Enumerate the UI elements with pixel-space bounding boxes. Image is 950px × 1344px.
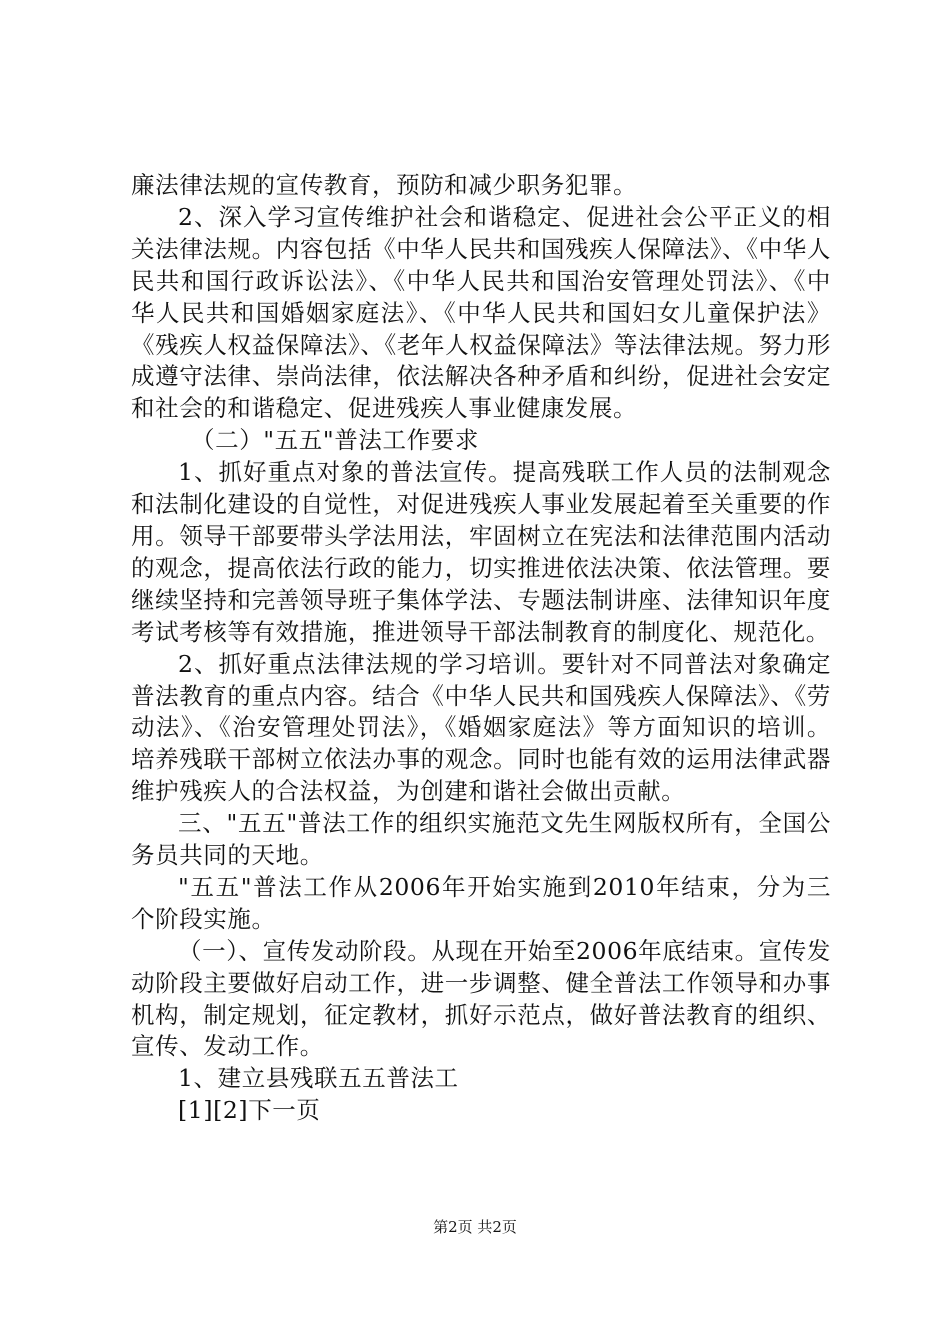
paragraph-4: 2、抓好重点法律法规的学习培训。要针对不同普法对象确定普法教育的重点内容。结合《中华人民共和国残疾人保障法》、《劳动法》、《治安管理处罚法》，《婚姻家庭法》等方面知识的培训。培养残联干部树立依法办事的观念。同时也能有效的运用法律武器维护残疾人的合法权益，为创建和谐社会做出贡献。 <box>131 649 831 806</box>
page-footer: 第2页 共2页 <box>433 1218 517 1236</box>
paragraph-2: 2、深入学习宣传维护社会和谐稳定、促进社会公平正义的相关法律法规。内容包括《中华人民共和国残疾人保障法》、《中华人民共和国行政诉讼法》、《中华人民共和国治安管理处罚法》、《中华人民共和国婚姻家庭法》、《中华人民共和国妇女儿童保护法》《残疾人权益保障法》、《老年人权益保障法》等法律法规。努力形成遵守法律、崇尚法律，依法解决各种矛盾和纠纷，促进社会安定和社会的和谐稳定、促进残疾人事业健康发展。 <box>131 202 831 423</box>
section-heading-requirements: （二）"五五"普法工作要求 <box>191 426 479 455</box>
section-heading-implementation: 三、"五五"普法工作的组织实施范文先生网版权所有，全国公务员共同的天地。 <box>131 809 831 870</box>
paragraph-6: （一）、宣传发动阶段。从现在开始至2006年底结束。宣传发动阶段主要做好启动工作，进一步调整、健全普法工作领导和办事机构，制定规划，征定教材，抓好示范点，做好普法教育的组织、宣传、发动工作。 <box>131 936 831 1061</box>
page-link-2[interactable]: [2] <box>213 1096 249 1125</box>
pagination <box>131 1095 831 1127</box>
paragraph-1: 廉法律法规的宣传教育，预防和减少职务犯罪。 <box>131 171 638 199</box>
paragraph-5: "五五"普法工作从2006年开始实施到2010年结束，分为三个阶段实施。 <box>131 872 831 933</box>
paragraph-7: 1、建立县残联五五普法工 <box>178 1064 459 1093</box>
page-link-1[interactable]: [1] <box>178 1096 214 1125</box>
paragraph-3: 1、抓好重点对象的普法宣传。提高残联工作人员的法制观念和法制化建设的自觉性，对促进残疾人事业发展起着至关重要的作用。领导干部要带头学法用法，牢固树立在宪法和法律范围内活动的观念，提高依法行政的能力，切实推进依法决策、依法管理。要继续坚持和完善领导班子集体学法、专题法制讲座、法律知识年度考试考核等有效措施，推进领导干部法制教育的制度化、规范化。 <box>131 458 831 646</box>
next-page-link[interactable]: 下一页 <box>248 1096 321 1125</box>
document-body <box>131 170 831 1127</box>
